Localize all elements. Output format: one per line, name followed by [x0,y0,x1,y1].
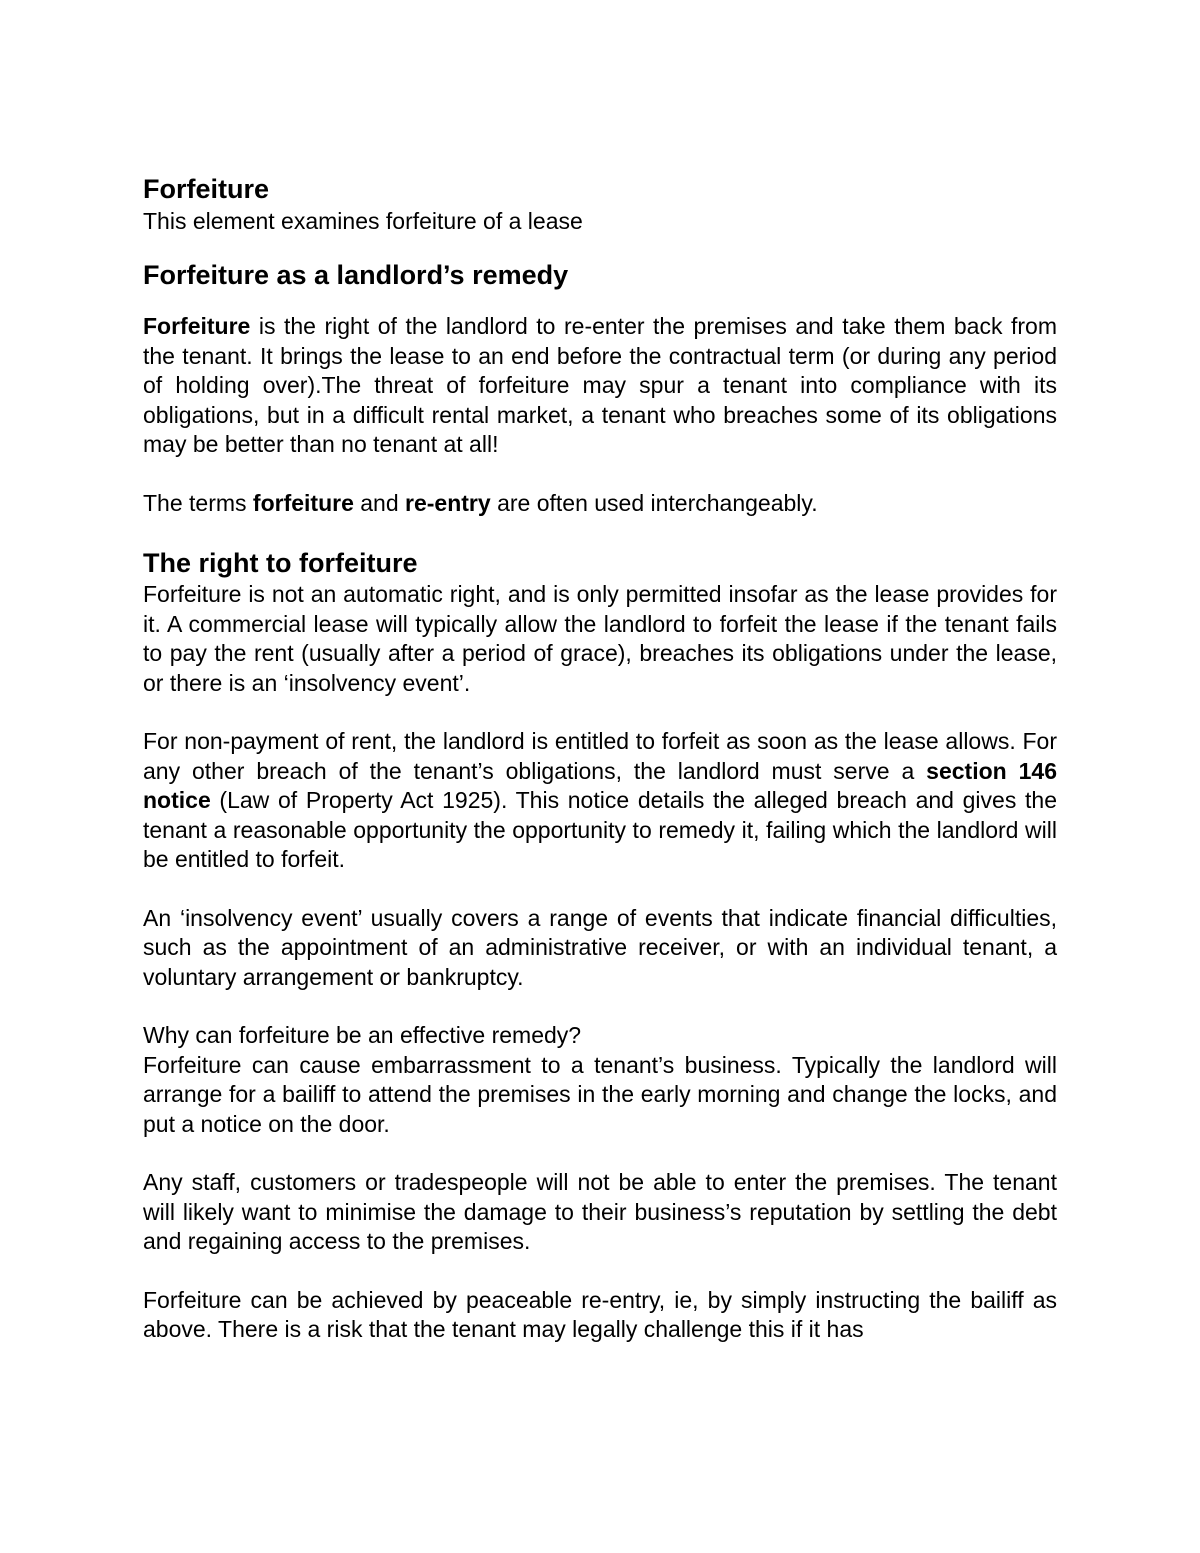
section-heading-right-to-forfeiture: The right to forfeiture [143,548,418,578]
paragraph-forfeiture-definition [143,312,1057,460]
document-title: Forfeiture [143,174,270,204]
paragraph-peaceable-reentry: Forfeiture can be achieved by peaceable re-entry, ie, by simply instructing the bailiff as above. There is a risk that the tenant may legally challenge this if it has [143,1286,1057,1342]
paragraph-text: are often used interchangeably. [490,489,818,516]
paragraph-text: For non-payment of rent, the landlord is entitled to forfeit as soon as the lease allows. For any other breach of the tenant’s obligations, the landlord must serve a [143,728,1057,784]
paragraph-text: The terms [143,489,253,516]
paragraph-question: Why can forfeiture be an effective remedy? [143,1022,582,1048]
section-heading-landlords-remedy: Forfeiture as a landlord’s remedy [143,260,569,290]
bold-term-forfeiture: forfeiture [252,489,354,516]
paragraph-text: and [353,489,406,516]
paragraph-text: is the right of the landlord to re-enter the premises and take them back from the tenant. It brings the lease to an end before the contractual term (or during any period of holding over).The threat of forfeiture may spur a tenant into compliance with its obligations, but in a difficult rental market, a tenant who breaches some of its obligations may be better than no tenant at all! [143,313,1057,457]
paragraph-non-payment [143,727,1057,875]
bold-term-section-146: section 146 notice [143,757,1057,813]
paragraph-staff-access: Any staff, customers or tradespeople will not be able to enter the premises. The tenant will likely want to minimise the damage to their business’s reputation by settling the debt and regaining access to the premises. [143,1169,1057,1254]
paragraph-terms [143,489,1057,519]
paragraph-automatic-right: Forfeiture is not an automatic right, and is only permitted insofar as the lease provides for it. A commercial lease will typically allow the landlord to forfeit the lease if the tenant fails to pay the rent (usually after a period of grace), breaches its obligations under the lease, or there is an ‘insolvency event’. [143,581,1057,696]
bold-term-re-entry: re-entry [405,489,491,516]
document-page [143,172,1057,1345]
paragraph-effective-remedy: Forfeiture can cause embarrassment to a tenant’s business. Typically the landlord will arrange for a bailiff to attend the premises in the early morning and change the locks, and put a notice on the door. [143,1051,1057,1137]
document-subtitle: This element examines forfeiture of a lease [143,208,583,234]
paragraph-text: (Law of Property Act 1925). This notice details the alleged breach and gives the tenant a reasonable opportunity the opportunity to remedy it, failing which the landlord will be entitled to forfeit. [143,787,1057,872]
bold-term-forfeiture: Forfeiture [143,313,251,339]
paragraph-insolvency-event: An ‘insolvency event’ usually covers a range of events that indicate financial difficulties, such as the appointment of an administrative receiver, or with an individual tenant, a voluntary arrangement or bankruptcy. [143,904,1057,990]
